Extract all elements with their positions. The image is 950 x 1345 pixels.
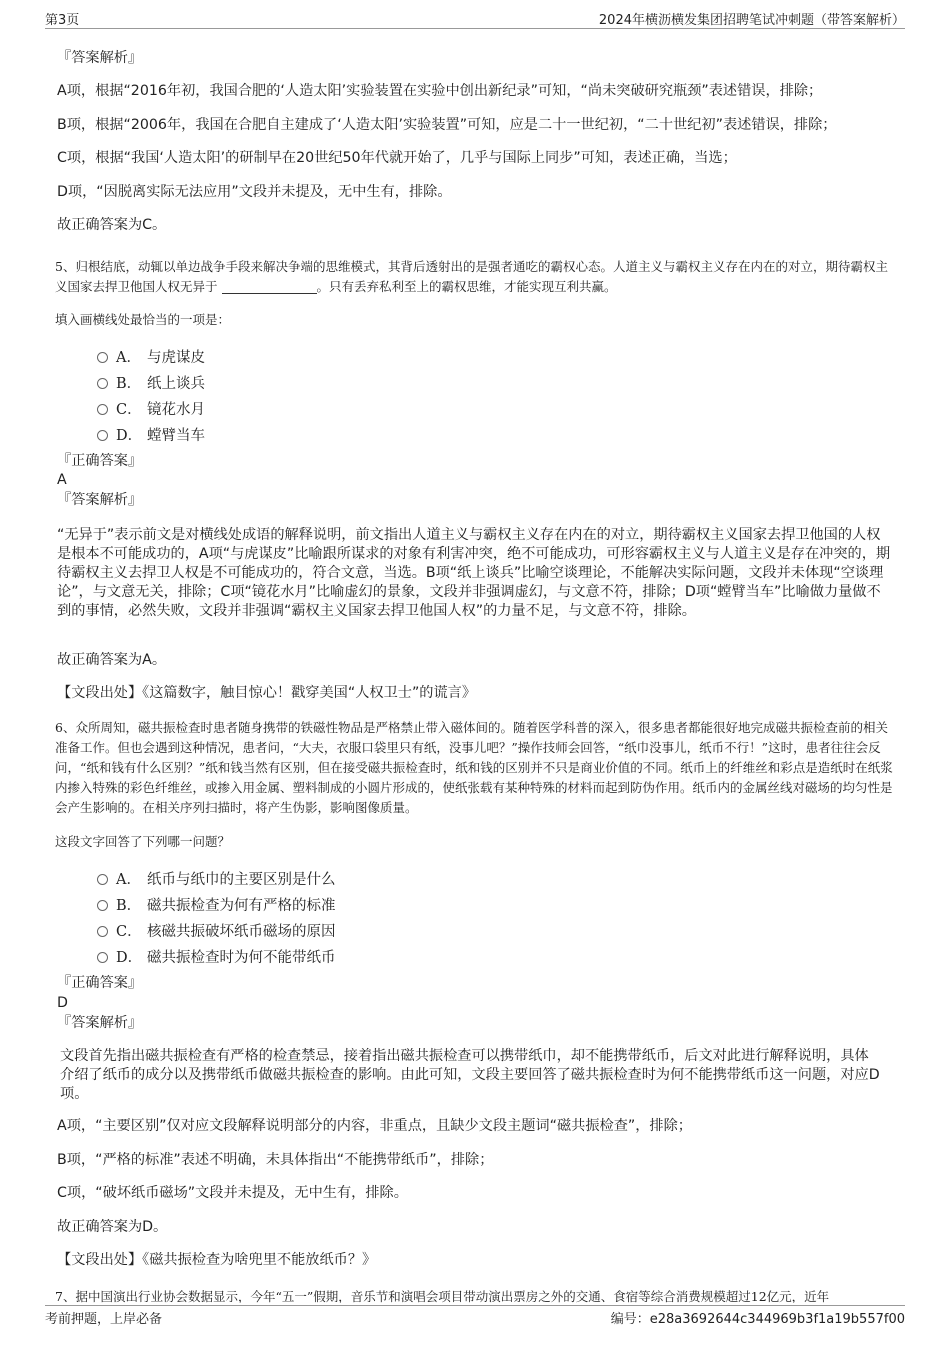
q6-option-d[interactable]: D． 磁共振检查时为何不能带纸币 [97,946,336,967]
q6-correct-label: 『正确答案』 [57,975,143,991]
q5-analysis-label: 『答案解析』 [57,492,143,508]
page-number: 第3页 [45,13,80,28]
q6-source: 【文段出处】《磁共振检查为啥兜里不能放纸币？》 [57,1252,377,1268]
q5-answer: A [57,472,67,488]
q4-analysis-b: B项，根据“2006年，我国在合肥自主建成了‘人造太阳’实验装置”可知，应是二十一世纪初，“二十世纪初”表述错误，排除； [57,117,837,133]
q4-analysis-label: 『答案解析』 [57,50,143,66]
q6-stem: 6、众所周知，磁共振检查时患者随身携带的铁磁性物品是严格禁止带入磁体间的。随着医学科普的深入，很多患者都能很好地完成磁共振检查前的相关准备工作。但也会遇到这种情况，患者问，“大夫，衣服口袋里只有纸，没事儿吧？”操作技师会回答，“纸巾没事儿，纸币不行！”这时，患者往往会反问，“纸和钱有什么区别？”纸和钱当然有区别，但在接受磁共振检查时，纸和钱的区别并不只是商业价值的不同。纸币上的纤维丝和彩点是造纸时在纸浆内掺入特殊的彩色纤维丝，或掺入用金属、塑料制成的小圆片形成的，使纸张载有某种特殊的材料而起到防伪作用。纸币内的金属丝线对磁场的均匀性是会产生影响的。在相关序列扫描时，将产生伪影，影响图像质量。 [55,720,893,815]
radio-icon[interactable] [97,352,108,363]
q5-prompt: 填入画横线处最恰当的一项是： [55,312,231,327]
document-title: 2024年横沥横发集团招聘笔试冲刺题（带答案解析） [598,13,905,28]
q5-source: 【文段出处】《这篇数字，触目惊心！戳穿美国“人权卫士”的谎言》 [57,685,477,701]
radio-icon[interactable] [97,430,108,441]
page-header [45,6,905,29]
q4-conclusion: 故正确答案为C。 [57,217,167,233]
footer-code: 编号：e28a3692644c344969b3f1a19b557f00 [610,1312,905,1327]
radio-icon[interactable] [97,900,108,911]
q7-stem: 7、据中国演出行业协会数据显示，今年“五一”假期，音乐节和演唱会项目带动演出票房之外的交通、食宿等综合消费规模超过12亿元，近年 [55,1289,830,1303]
q6-analysis-label: 『答案解析』 [57,1015,143,1031]
q5-conclusion: 故正确答案为A。 [57,652,167,668]
q6-analysis-c: C项，“破坏纸币磁场”文段并未提及，无中生有，排除。 [57,1185,408,1201]
q5-option-b[interactable]: B． 纸上谈兵 [97,372,205,393]
radio-icon[interactable] [97,874,108,885]
q5-option-d[interactable]: D． 螳臂当车 [97,424,205,445]
q5-option-c[interactable]: C． 镜花水月 [97,398,205,419]
q5-blank [222,281,317,294]
q6-analysis: 文段首先指出磁共振检查有严格的检查禁忌，接着指出磁共振检查可以携带纸巾，却不能携带纸币，后文对此进行解释说明，具体介绍了纸币的成分以及携带纸币做磁共振检查的影响。由此可知，文段主要回答了磁共振检查时为何不能携带纸币这一问题，对应D项。 [60,1048,880,1102]
q6-option-c[interactable]: C． 核磁共振破坏纸币磁场的原因 [97,920,336,941]
radio-icon[interactable] [97,926,108,937]
q4-analysis-c: C项，根据“我国‘人造太阳’的研制早在20世纪50年代就开始了，几乎与国际上同步”可知，表述正确，当选； [57,150,737,166]
q6-prompt: 这段文字回答了下列哪一问题？ [55,834,231,849]
q6-analysis-b: B项，“严格的标准”表述不明确，未具体指出“不能携带纸币”，排除； [57,1152,494,1168]
q5-stem: 5、归根结底，动辄以单边战争手段来解决争端的思维模式，其背后透射出的是强者通吃的霸权心态。人道主义与霸权主义存在内在的对立，期待霸权主义国家去捍卫他国人权无异于 。只有丢弃私利至上的霸权思维，才能实现互利共赢。 [55,259,888,294]
q6-option-b[interactable]: B． 磁共振检查为何有严格的标准 [97,894,336,915]
q5-option-a[interactable]: A． 与虎谋皮 [97,346,205,367]
q6-option-a[interactable]: A． 纸币与纸巾的主要区别是什么 [97,868,336,889]
radio-icon[interactable] [97,404,108,415]
page-footer [45,1305,905,1327]
q4-analysis-a: A项，根据“2016年初，我国合肥的‘人造太阳’实验装置在实验中创出新纪录”可知，“尚未突破研究瓶颈”表述错误，排除； [57,83,823,99]
q5-correct-label: 『正确答案』 [57,453,143,469]
q4-analysis-d: D项，“因脱离实际无法应用”文段并未提及，无中生有，排除。 [57,184,452,200]
radio-icon[interactable] [97,952,108,963]
q6-conclusion: 故正确答案为D。 [57,1219,168,1235]
q5-analysis: “无异于”表示前文是对横线处成语的解释说明，前文指出人道主义与霸权主义存在内在的对立，期待霸权主义国家去捍卫他国的人权是根本不可能成功的，A项“与虎谋皮”比喻跟所谋求的对象有利害冲突，绝不可能成功，可形容霸权主义与人道主义是存在冲突的，期待霸权主义去捍卫人权是不可能成功的，符合文意，当选。B项“纸上谈兵”比喻空谈理论，不能解决实际问题，文段并未体现“空谈理论”，与文意无关，排除；C项“镜花水月”比喻虚幻的景象，文段并非强调虚幻，与文意不符，排除；D项“螳臂当车”比喻做力量做不到的事情，必然失败，文段并非强调“霸权主义国家去捍卫他国人权”的力量不足，与文意不符，排除。 [57,527,891,619]
q6-analysis-a: A项，“主要区别”仅对应文段解释说明部分的内容，非重点，且缺少文段主题词“磁共振检查”，排除； [57,1118,692,1134]
q6-answer: D [57,995,68,1011]
radio-icon[interactable] [97,378,108,389]
footer-slogan: 考前押题，上岸必备 [45,1312,163,1327]
